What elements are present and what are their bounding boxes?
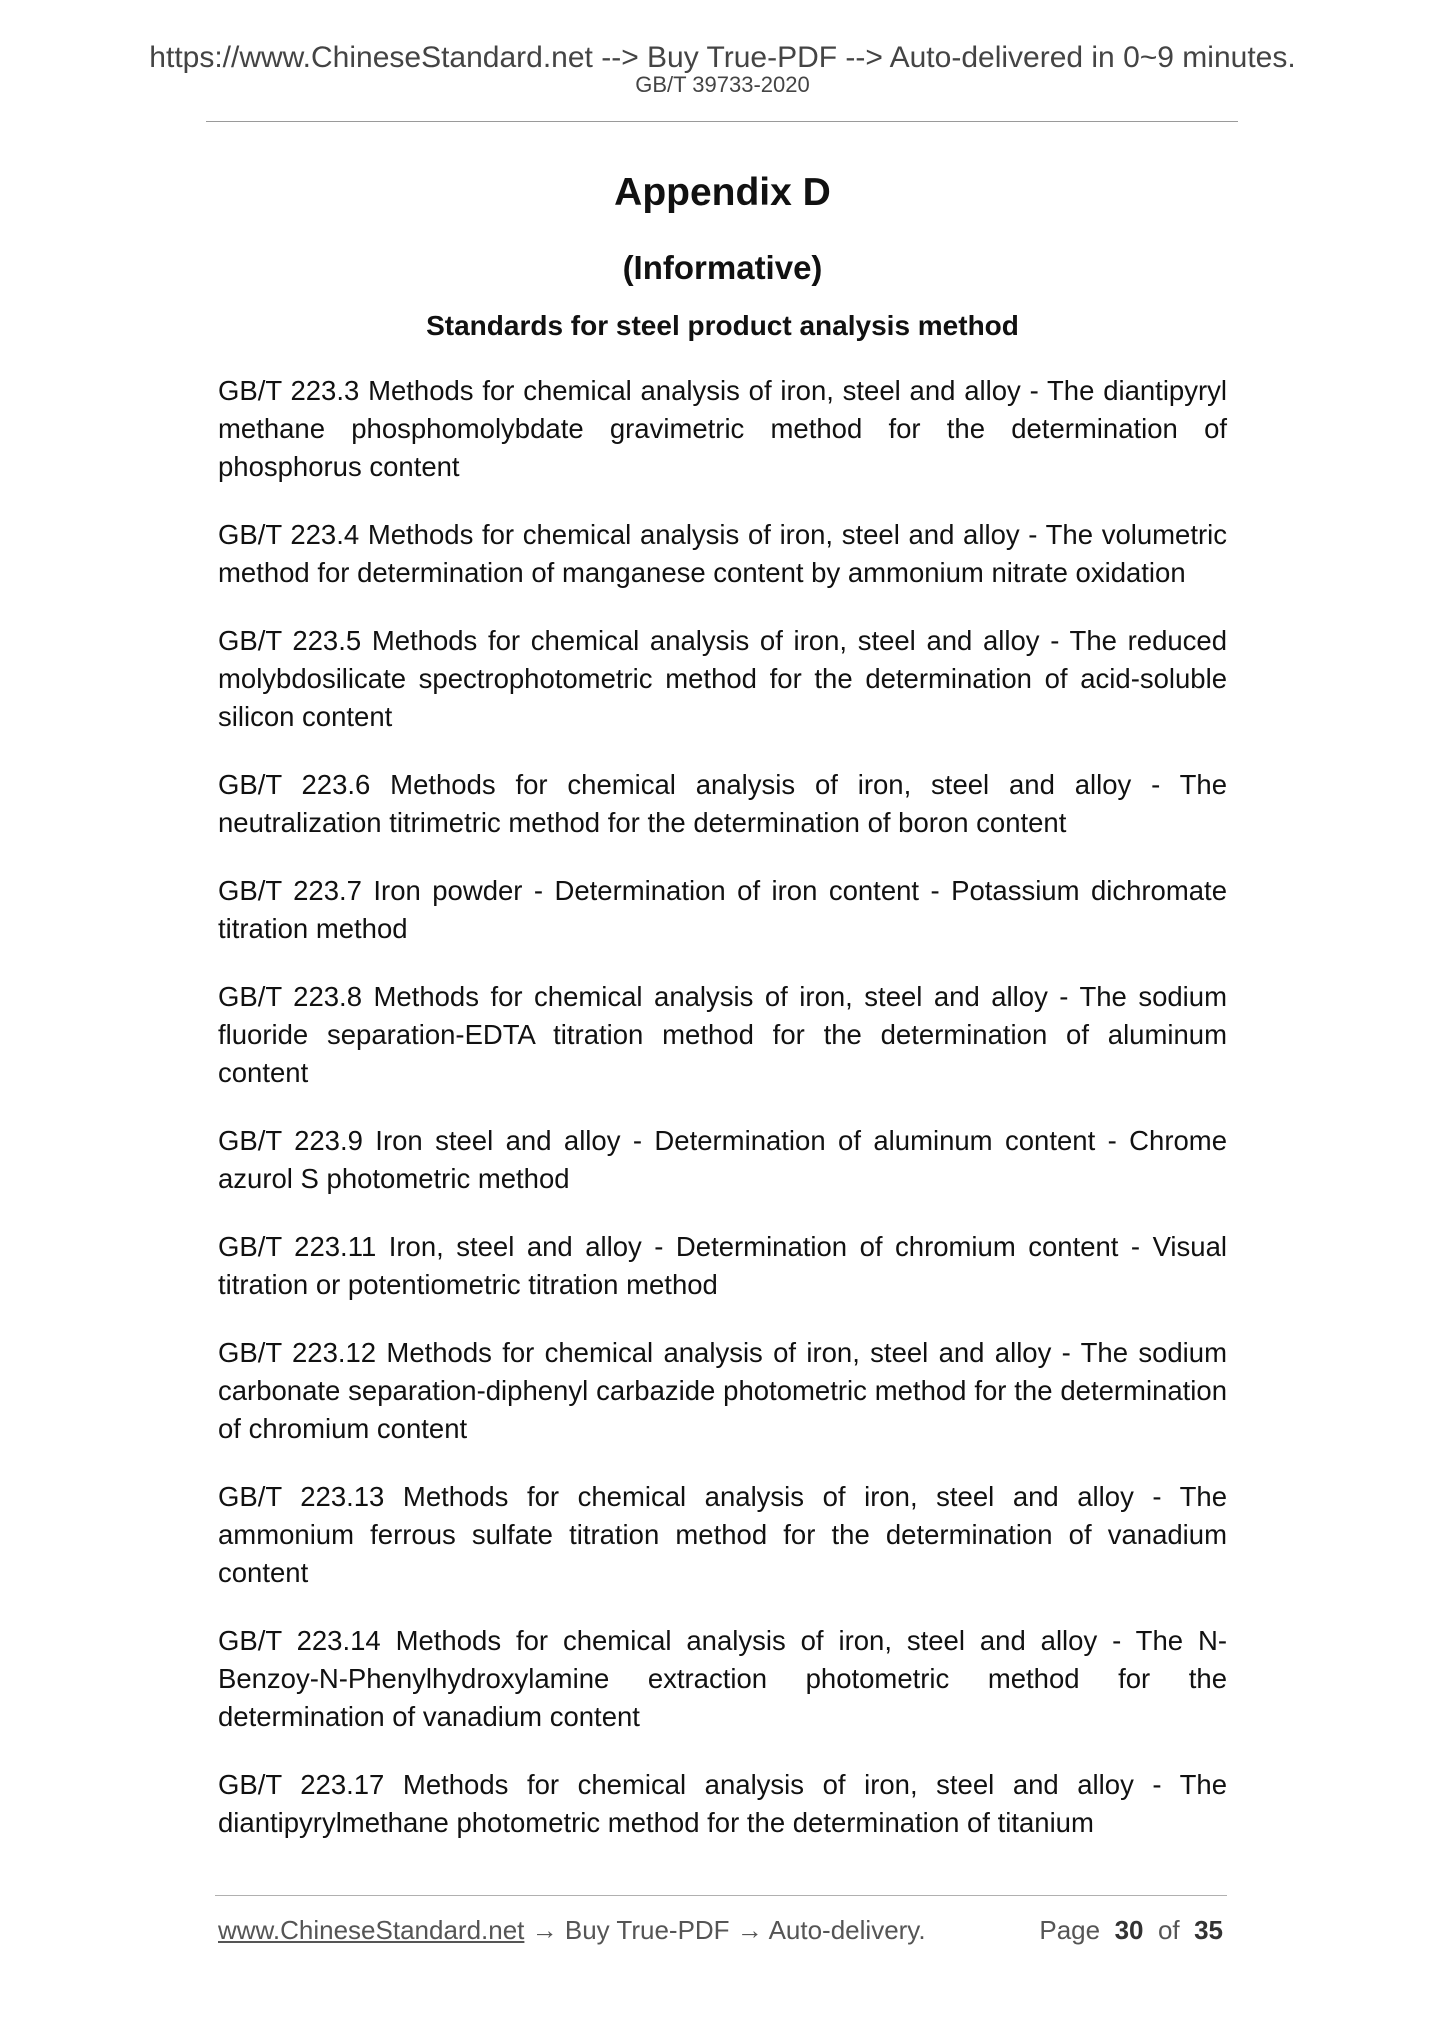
document-id: GB/T 39733-2020 <box>635 72 810 97</box>
standard-entry: GB/T 223.5 Methods for chemical analysis of iron, steel and alloy - The reduced molybdosilicate spectrophotometric method for the determination of acid-soluble silicon content <box>218 625 1227 732</box>
standard-entry: GB/T 223.12 Methods for chemical analysis of iron, steel and alloy - The sodium carbonate separation-diphenyl carbazide photometric method for the determination of chromium content <box>218 1337 1227 1444</box>
standard-entry: GB/T 223.3 Methods for chemical analysis of iron, steel and alloy - The diantipyryl methane phosphomolybdate gravimetric method for the determination of phosphorus content <box>218 375 1227 482</box>
footer-divider <box>215 1895 1227 1896</box>
footer-tagline: → Buy True-PDF → Auto-delivery. <box>524 1915 926 1945</box>
standard-entry: GB/T 223.14 Methods for chemical analysis of iron, steel and alloy - The N-Benzoy-N-Phenylhydroxylamine extraction photometric method for the determination of vanadium content <box>218 1625 1227 1732</box>
page-total: 35 <box>1194 1915 1223 1945</box>
standard-entry: GB/T 223.17 Methods for chemical analysis of iron, steel and alloy - The diantipyrylmethane photometric method for the determination of titanium <box>218 1769 1227 1838</box>
standard-entry: GB/T 223.7 Iron powder - Determination of iron content - Potassium dichromate titration method <box>218 875 1227 944</box>
standard-entry: GB/T 223.13 Methods for chemical analysis of iron, steel and alloy - The ammonium ferrous sulfate titration method for the determination of vanadium content <box>218 1481 1227 1588</box>
section-heading: Standards for steel product analysis method <box>426 310 1019 341</box>
standard-entry: GB/T 223.9 Iron steel and alloy - Determination of aluminum content - Chrome azurol S photometric method <box>218 1125 1227 1194</box>
standard-entry: GB/T 223.6 Methods for chemical analysis of iron, steel and alloy - The neutralization titrimetric method for the determination of boron content <box>218 769 1227 838</box>
standards-list <box>218 372 1227 1872</box>
page-label: Page <box>1039 1915 1101 1945</box>
appendix-subtitle: (Informative) <box>622 249 823 286</box>
standard-entry: GB/T 223.11 Iron, steel and alloy - Determination of chromium content - Visual titration or potentiometric titration method <box>218 1231 1227 1300</box>
standard-entry: GB/T 223.4 Methods for chemical analysis of iron, steel and alloy - The volumetric method for determination of manganese content by ammonium nitrate oxidation <box>218 519 1227 588</box>
page-footer <box>218 1914 1227 1946</box>
header-divider <box>206 121 1238 122</box>
page-indicator <box>1039 1914 1223 1946</box>
appendix-title: Appendix D <box>614 171 831 214</box>
top-banner: https://www.ChineseStandard.net --> Buy True-PDF --> Auto-delivered in 0~9 minutes. <box>149 41 1296 74</box>
site-link[interactable]: www.ChineseStandard.net <box>218 1915 525 1945</box>
page-of-label: of <box>1157 1915 1180 1945</box>
page-current: 30 <box>1114 1915 1144 1945</box>
standard-entry: GB/T 223.8 Methods for chemical analysis of iron, steel and alloy - The sodium fluoride separation-EDTA titration method for the determination of aluminum content <box>218 981 1227 1088</box>
